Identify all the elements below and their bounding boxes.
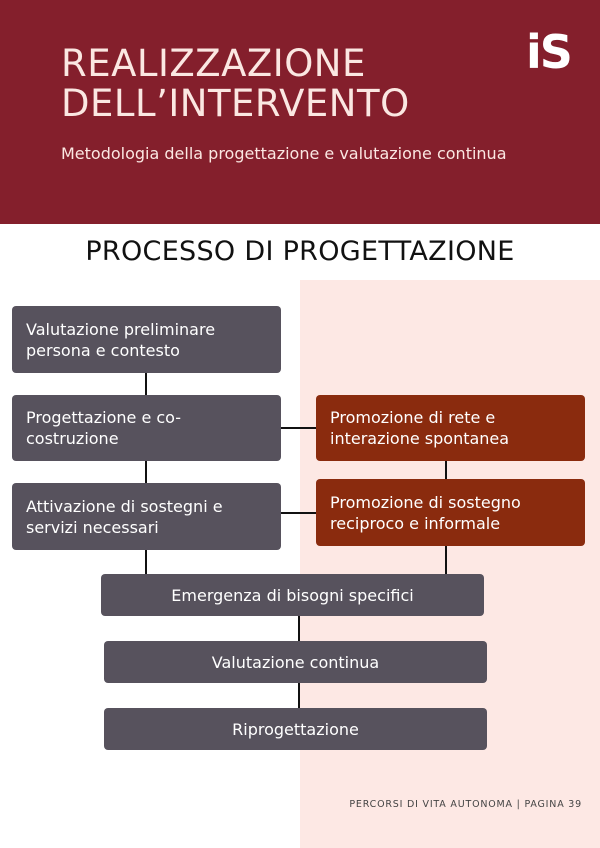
step-label: Promozione di rete e interazione spontanea xyxy=(330,408,510,448)
connector-line xyxy=(298,615,300,641)
step-valutazione-preliminare xyxy=(12,306,281,373)
connector-line xyxy=(280,427,316,429)
page-title: REALIZZAZIONE DELL’INTERVENTO xyxy=(61,42,410,125)
step-promozione-rete xyxy=(316,395,585,461)
connector-line xyxy=(445,544,447,574)
step-riprogettazione xyxy=(104,708,487,750)
step-progettazione xyxy=(12,395,281,461)
connector-line xyxy=(280,512,316,514)
step-label: Progettazione e co-costruzione xyxy=(26,408,182,448)
connector-line xyxy=(298,682,300,708)
step-label: Attivazione di sostegni e servizi necessari xyxy=(26,496,223,537)
brand-logo: iS xyxy=(526,25,571,79)
step-label: Riprogettazione xyxy=(232,719,359,739)
connector-line xyxy=(445,460,447,480)
background-panel xyxy=(300,280,600,848)
step-label: Valutazione continua xyxy=(211,652,380,672)
header-banner xyxy=(0,0,600,224)
step-valutazione-continua xyxy=(104,641,487,683)
section-title: PROCESSO DI PROGETTAZIONE xyxy=(85,236,515,267)
step-label: Emergenza di bisogni specifici xyxy=(171,585,414,605)
step-emergenza-bisogni xyxy=(101,574,484,616)
page-subtitle: Metodologia della progettazione e valutazione continua xyxy=(61,144,507,163)
step-label: Valutazione preliminare persona e contesto xyxy=(26,319,216,360)
step-label: Promozione di sostegno reciproco e informale xyxy=(330,492,521,533)
step-promozione-sostegno xyxy=(316,479,585,546)
page-footer: PERCORSI DI VITA AUTONOMA | PAGINA 39 xyxy=(349,799,582,810)
step-attivazione-sostegni xyxy=(12,483,281,550)
